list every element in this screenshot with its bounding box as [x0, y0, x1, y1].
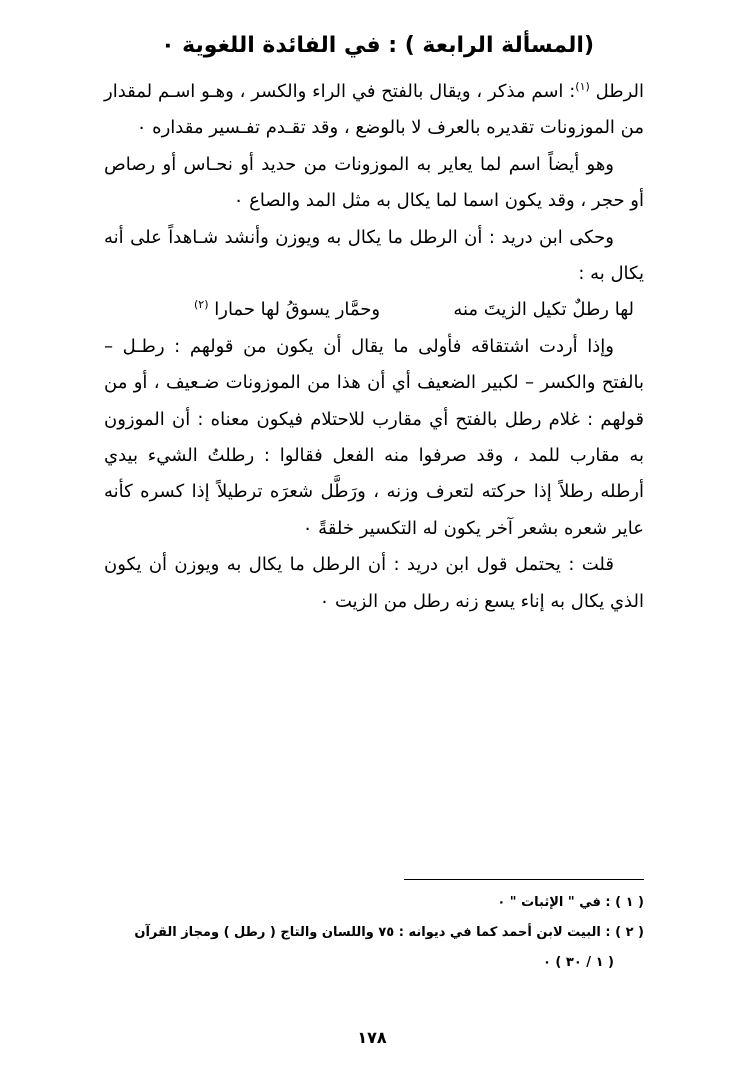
paragraph-5: قلت : يحتمل قول ابن دريد : أن الرطل ما يكال به ويوزن أن يكون الذي يكال به إناء يسع زنه رطل من الزيت ٠	[104, 554, 644, 612]
verse-second-hemistich: وحمَّار يسوقُ لها حمارا	[214, 299, 381, 321]
footnote-separator	[404, 879, 644, 880]
footnote-2-continued: ( ١ / ٣٠ ) ٠	[542, 955, 614, 970]
main-text	[104, 74, 644, 620]
footnote-ref-2: (٢)	[194, 298, 209, 312]
footnotes	[104, 888, 644, 978]
poetry-verse	[104, 292, 644, 328]
paragraph-4: وإذا أردت اشتقاقه فأولى ما يقال أن يكون من قولهم : رطـل – بالفتح والكسر – لكبير الضعيف أي أن هذا من الموزونات ضـعيف ، أو من قولهم : غلام رطل بالفتح أي مقارب للاحتلام فيكون معناه : أن الموزون به مقارب للمد ، وقد صرفوا منه الفعل فقالوا : رطلتُ الشيء بيدي أرطله رطلاً إذا حركته لتعرف وزنه ، ورَطَّل شعرَه ترطيلاً إذا كسره كأنه عاير شعره بشعر آخر يكون له التكسير خلقةً ٠	[104, 335, 644, 539]
paragraph-3: وحكى ابن دريد : أن الرطل ما يكال به ويوزن وأنشد شـاهداً على أنه يكال به :	[104, 226, 644, 285]
section-heading: (المسألة الرابعة ) : في الفائدة اللغوية ٠	[161, 33, 594, 58]
paragraph-2: وهو أيضاً اسم لما يعاير به الموزونات من حديد أو نحـاس أو رصاص أو حجر ، وقد يكون اسما لما يكال به مثل المد والصاع ٠	[104, 153, 644, 212]
verse-first-hemistich: لها رطلٌ تكيل الزيتَ منه	[453, 299, 634, 321]
page-number: ١٧٨	[357, 1028, 387, 1047]
paragraph-1-text: : اسم مذكر ، ويقال بالفتح في الراء والكسر ، وهـو اسـم لمقدار من الموزونات تقديره بالعرف لا بالوضع ، وقد تقـدم تفـسير مقداره ٠	[104, 81, 644, 139]
paragraph-1	[104, 74, 644, 147]
footnote-2: ( ٢ ) : البيت لابن أحمد كما في ديوانه : ٧٥ واللسان والتاج ( رطل ) ومجاز القرآن	[134, 925, 644, 940]
footnote-ref-1: (١)	[575, 80, 590, 93]
footnote-1: ( ١ ) : في " الإثبات " ٠	[497, 895, 644, 910]
term-ratl: الرطل	[595, 81, 644, 102]
verse-second-hemistich-wrap	[194, 292, 380, 328]
